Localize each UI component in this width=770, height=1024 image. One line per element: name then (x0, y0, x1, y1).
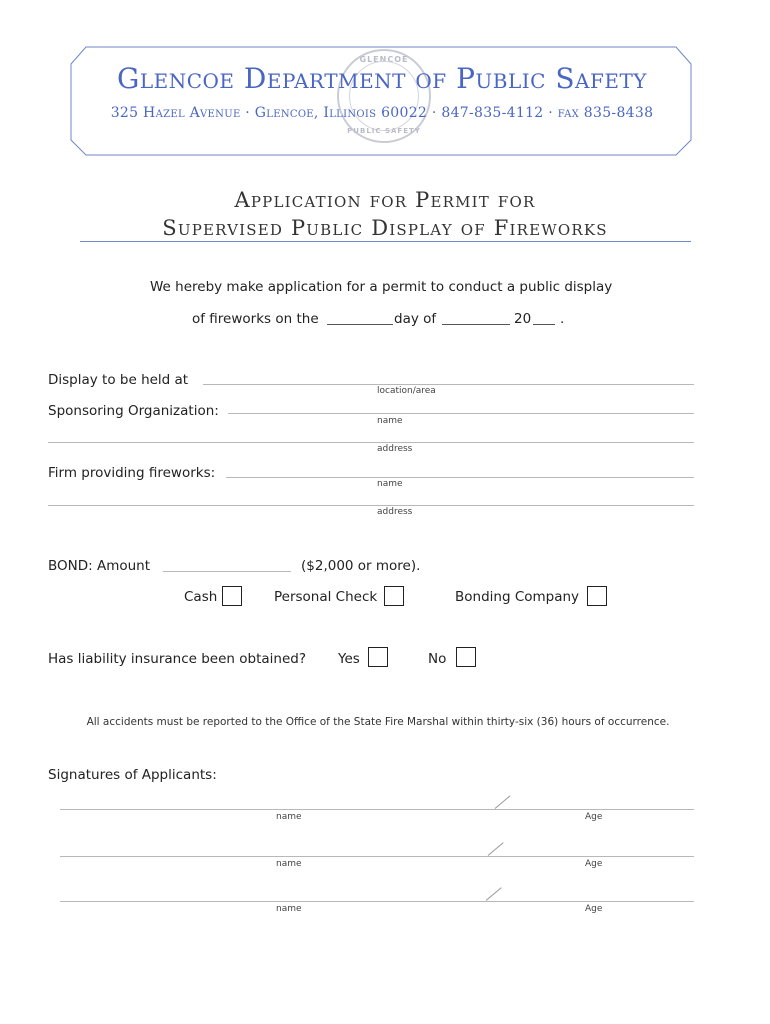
signature-name-hint-1: name (276, 812, 302, 822)
signature-age-hint-2: Age (585, 859, 603, 869)
bonding-company-label: Bonding Company (455, 589, 580, 605)
seal-text-bottom: PUBLIC SAFETY (347, 127, 421, 135)
sponsor-name-input[interactable] (228, 413, 694, 414)
yes-label: Yes (338, 651, 360, 667)
display-location-label: Display to be held at (48, 372, 189, 388)
department-name: Glencoe Department of Public Safety (116, 62, 648, 95)
signature-name-hint-3: name (276, 904, 302, 914)
intro-line-1: We hereby make application for a permit to conduct a public display (150, 279, 613, 295)
department-address: 325 Hazel Avenue · Glencoe, Illinois 60022 · 847-835-4112 · fax 835-8438 (110, 105, 654, 121)
accident-reporting-notice: All accidents must be reported to the Office of the State Fire Marshal within thirty-six (36) hours of occurrence. (86, 716, 670, 728)
personal-check-checkbox[interactable] (384, 586, 404, 606)
firm-address-hint: address (377, 507, 413, 517)
year-input-line[interactable] (533, 324, 555, 325)
name-age-divider-1 (495, 795, 511, 809)
name-age-divider-3 (486, 887, 502, 901)
bond-amount-label: BOND: Amount (48, 558, 151, 574)
intro-fireworks-on-the: of fireworks on the (192, 311, 319, 327)
bond-amount-input[interactable] (163, 571, 291, 572)
bond-minimum-note: ($2,000 or more). (301, 558, 421, 574)
name-age-divider-2 (488, 842, 504, 856)
firm-providing-fireworks-label: Firm providing fireworks: (48, 465, 216, 481)
insurance-no-checkbox[interactable] (456, 647, 476, 667)
firm-name-input[interactable] (226, 477, 694, 478)
sponsor-address-input[interactable] (48, 442, 694, 443)
insurance-yes-checkbox[interactable] (368, 647, 388, 667)
form-title-line-2: Supervised Public Display of Fireworks (162, 216, 608, 240)
firm-name-hint: name (377, 479, 403, 489)
location-area-hint: location/area (377, 386, 436, 396)
cash-checkbox[interactable] (222, 586, 242, 606)
title-rule (80, 241, 691, 242)
sponsoring-organization-label: Sponsoring Organization: (48, 403, 219, 419)
form-title-line-1: Application for Permit for (234, 188, 536, 212)
display-location-input[interactable] (203, 384, 694, 385)
sponsor-address-hint: address (377, 444, 413, 454)
day-input-line[interactable] (327, 324, 393, 325)
signatures-label: Signatures of Applicants: (48, 767, 217, 783)
signature-name-hint-2: name (276, 859, 302, 869)
intro-day-of: day of (394, 311, 437, 327)
cash-label: Cash (184, 589, 218, 605)
personal-check-label: Personal Check (274, 589, 378, 605)
sponsor-name-hint: name (377, 416, 403, 426)
liability-insurance-question: Has liability insurance been obtained? (48, 651, 306, 667)
signature-line-3[interactable] (60, 901, 694, 902)
firm-address-input[interactable] (48, 505, 694, 506)
intro-period: . (560, 311, 565, 327)
intro-year-prefix: 20 (514, 311, 532, 327)
bonding-company-checkbox[interactable] (587, 586, 607, 606)
signature-line-2[interactable] (60, 856, 694, 857)
month-input-line[interactable] (442, 324, 510, 325)
seal-text-top: GLENCOE (359, 55, 409, 64)
signature-age-hint-1: Age (585, 812, 603, 822)
no-label: No (428, 651, 447, 667)
signature-line-1[interactable] (60, 809, 694, 810)
signature-age-hint-3: Age (585, 904, 603, 914)
